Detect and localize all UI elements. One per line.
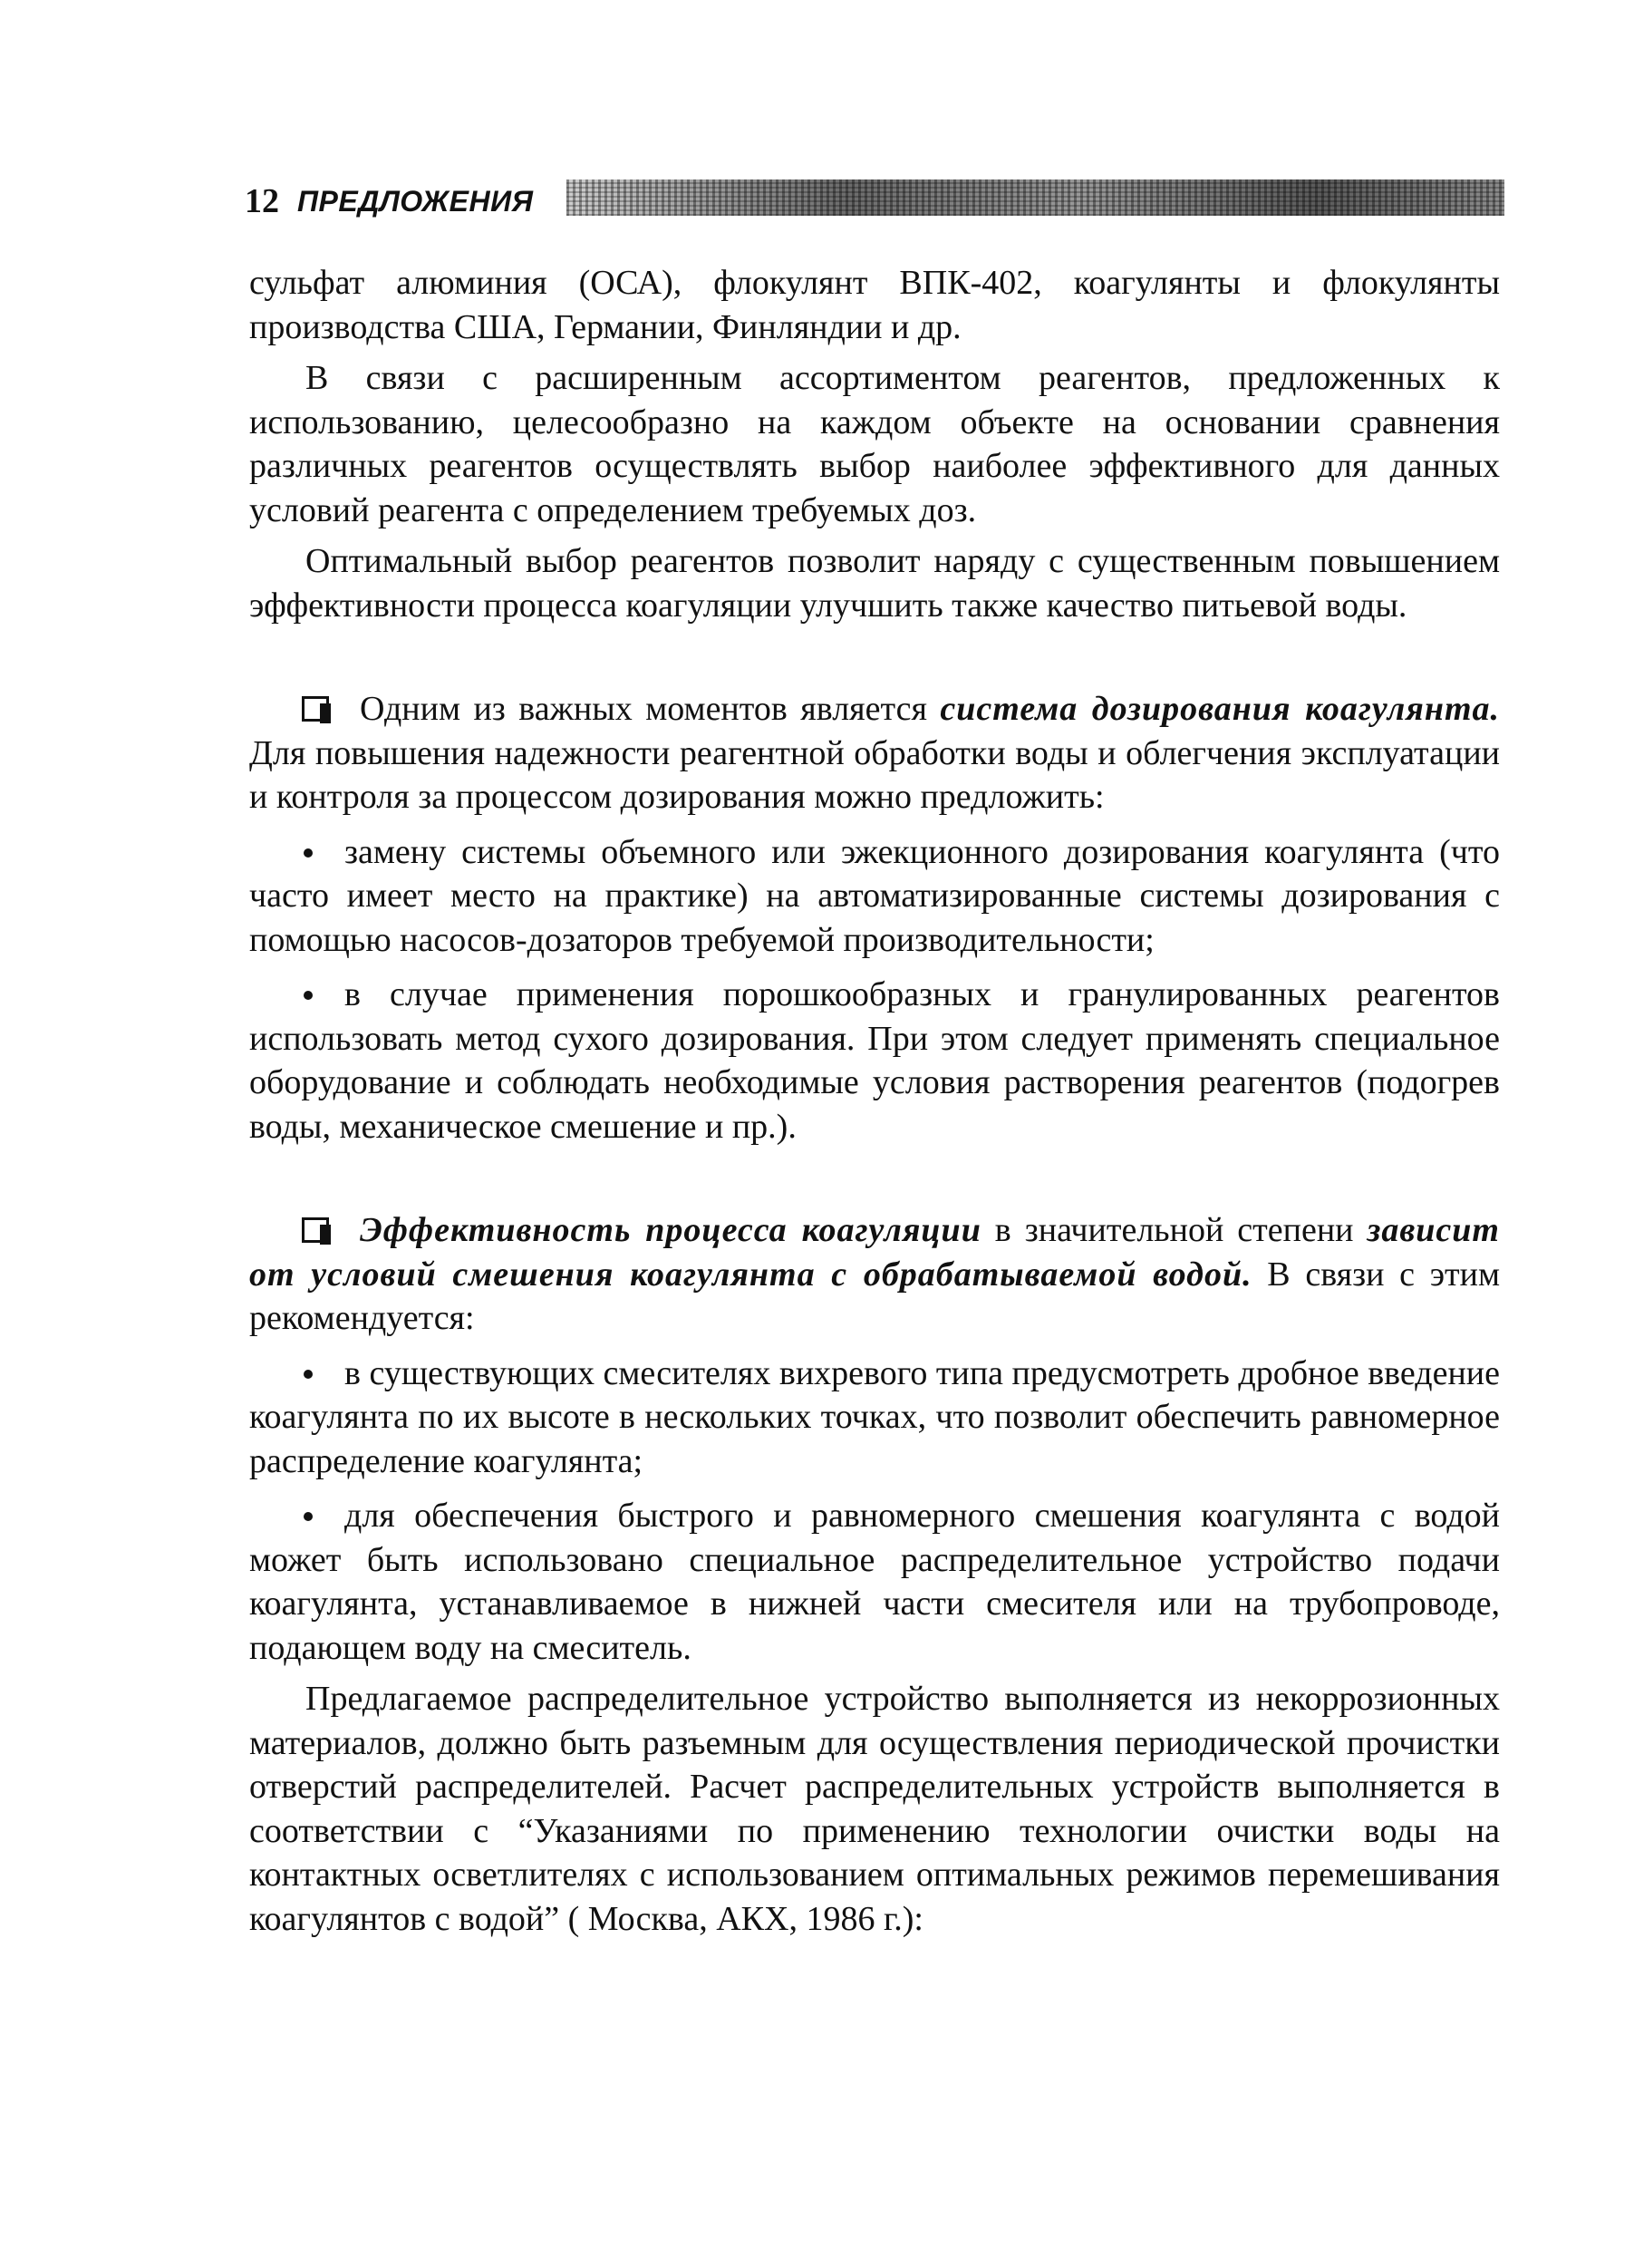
bullet-icon [304, 848, 313, 858]
list-item-text: в случае применения порошкообразных и гранулированных реагентов использовать метод сухого дозирования. При этом следует применять специальное оборудование и соблюдать необходимые условия растворения реагентов (подогрев воды, механическое смешение и пр.). [249, 975, 1500, 1146]
list-item [249, 830, 1500, 963]
section-text: в значительной степени [981, 1211, 1368, 1249]
section-text: Для повышения надежности реагентной обработки воды и облегчения эксплуатации и контроля за процессом дозирования можно предложить: [249, 733, 1500, 816]
checkbox-marker-icon [302, 696, 333, 723]
paragraph: В связи с расширенным ассортиментом реагентов, предложенных к использованию, целесообразно на каждом объекте на основании сравнения различных реагентов осуществлять выбор наиболее эффективного для данных условий реагента с определением требуемых доз. [249, 359, 1500, 529]
list-item-text: для обеспечения быстрого и равномерного смешения коагулянта с водой может быть использовано специальное распределительное устройство подачи коагулянта, устанавливаемое в нижней части смесителя или на трубопроводе, подающем воду на смеситель. [249, 1497, 1500, 1667]
section-lead: Одним из важных моментов является [360, 690, 941, 728]
section-emphasis: Эффективность процесса коагуляции [360, 1211, 981, 1249]
list-item [249, 1494, 1500, 1670]
paragraph-continued: сульфат алюминия (ОСА), флокулянт ВПК-402, коагулянты и флокулянты производства США, Германии, Финляндии и др. [249, 264, 1500, 346]
paragraph: Оптимальный выбор реагентов позволит наряду с существенным повышением эффективности процесса коагуляции улучшить также качество питьевой воды. [249, 542, 1500, 625]
section-text: В связи с этим рекомендуется: [249, 1255, 1500, 1337]
header-decorative-band [566, 179, 1504, 216]
list-item-text: в существующих смесителях вихревого типа предусмотреть дробное введение коагулянта по их высоте в нескольких точках, что позволит обеспечить равномерное распределение коагулянта; [249, 1353, 1500, 1480]
list-item-text: замену системы объемного или эжекционного дозирования коагулянта (что часто имеет место на практике) на автоматизированные системы дозирования с помощью насосов-дозаторов требуемой производительности; [249, 832, 1500, 959]
section-mixing [249, 1208, 1500, 1341]
dosing-list [249, 830, 1500, 1149]
mixing-list [249, 1352, 1500, 1671]
page-body [249, 261, 1500, 1941]
page-number: 12 [245, 182, 279, 220]
section-emphasis: система дозирования коагулянта. [940, 690, 1500, 728]
section-title: ПРЕДЛОЖЕНИЯ [297, 185, 534, 218]
list-item [249, 1352, 1500, 1484]
bullet-icon [304, 1512, 313, 1521]
section-dosing [249, 687, 1500, 819]
bullet-icon [304, 1370, 313, 1379]
bullet-icon [304, 991, 313, 1000]
checkbox-marker-icon [302, 1217, 333, 1245]
list-item [249, 973, 1500, 1149]
paragraph: Предлагаемое распределительное устройство выполняется из некоррозионных материалов, должно быть разъемным для осуществления периодической прочистки отверстий распределителей. Расчет распределительных устройств выполняется в соответствии с “Указаниями по применению технологии очистки воды на контактных осветлителях с использованием оптимальных режимов перемешивания коагулянтов с водой” ( Москва, АКХ, 1986 г.): [249, 1680, 1500, 1938]
running-header [245, 178, 1504, 223]
section-emphasis: зависит от условий смешения коагулянта с обрабатываемой водой. [249, 1211, 1500, 1294]
